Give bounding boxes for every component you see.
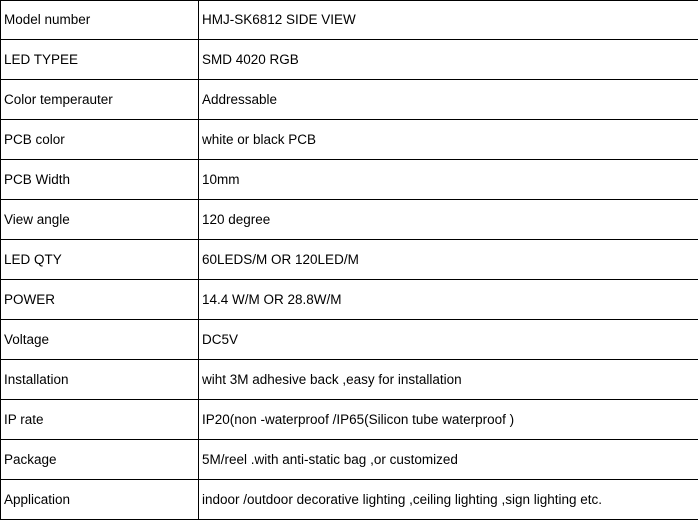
table-row bbox=[1, 440, 698, 480]
spec-value: SMD 4020 RGB bbox=[199, 40, 698, 80]
spec-label: POWER bbox=[1, 280, 199, 320]
spec-label: IP rate bbox=[1, 400, 199, 440]
spec-label: PCB color bbox=[1, 120, 199, 160]
spec-label: Application bbox=[1, 480, 199, 520]
spec-value: white or black PCB bbox=[199, 120, 698, 160]
table-row bbox=[1, 120, 698, 160]
spec-value: IP20(non -waterproof /IP65(Silicon tube waterproof ) bbox=[199, 400, 698, 440]
spec-label: Model number bbox=[1, 1, 199, 40]
spec-value: 14.4 W/M OR 28.8W/M bbox=[199, 280, 698, 320]
table-row bbox=[1, 160, 698, 200]
spec-value: 120 degree bbox=[199, 200, 698, 240]
spec-label: LED QTY bbox=[1, 240, 199, 280]
spec-value: Addressable bbox=[199, 80, 698, 120]
table-row bbox=[1, 80, 698, 120]
spec-value: indoor /outdoor decorative lighting ,ceiling lighting ,sign lighting etc. bbox=[199, 480, 698, 520]
spec-label: Package bbox=[1, 440, 199, 480]
table-row bbox=[1, 40, 698, 80]
table-row bbox=[1, 200, 698, 240]
table-row bbox=[1, 480, 698, 520]
spec-value: DC5V bbox=[199, 320, 698, 360]
spec-label: Color temperauter bbox=[1, 80, 199, 120]
table-row bbox=[1, 240, 698, 280]
spec-value: 10mm bbox=[199, 160, 698, 200]
spec-label: Installation bbox=[1, 360, 199, 400]
table-row bbox=[1, 360, 698, 400]
spec-label: View angle bbox=[1, 200, 199, 240]
spec-value: HMJ-SK6812 SIDE VIEW bbox=[199, 1, 698, 40]
spec-label: PCB Width bbox=[1, 160, 199, 200]
spec-value: 60LEDS/M OR 120LED/M bbox=[199, 240, 698, 280]
table-row bbox=[1, 400, 698, 440]
spec-label: LED TYPEE bbox=[1, 40, 199, 80]
spec-label: Voltage bbox=[1, 320, 199, 360]
spec-value: 5M/reel .with anti-static bag ,or customized bbox=[199, 440, 698, 480]
table-row bbox=[1, 280, 698, 320]
table-row bbox=[1, 320, 698, 360]
spec-value: wiht 3M adhesive back ,easy for installation bbox=[199, 360, 698, 400]
table-row bbox=[1, 1, 698, 40]
